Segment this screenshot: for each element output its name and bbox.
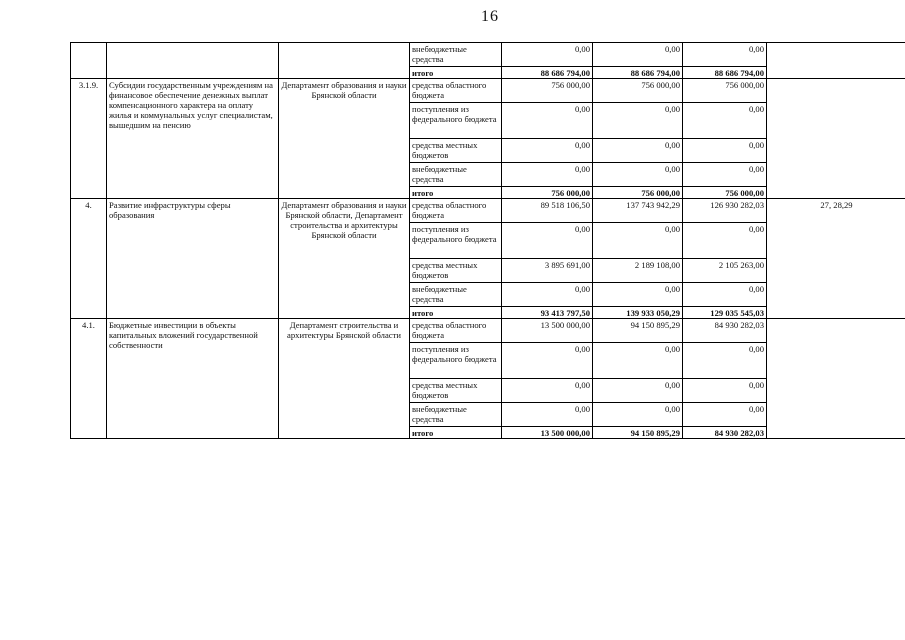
amount-year-2: 139 933 050,29 xyxy=(593,307,683,319)
item-number xyxy=(71,43,107,79)
amount-year-1: 0,00 xyxy=(502,223,593,259)
target-indicators xyxy=(767,43,905,79)
amount-year-3: 756 000,00 xyxy=(683,187,767,199)
amount-year-3: 0,00 xyxy=(683,163,767,187)
amount-year-2: 0,00 xyxy=(593,403,683,427)
funding-source: поступления из федерального бюджета xyxy=(410,103,502,139)
amount-year-3: 84 930 282,03 xyxy=(683,319,767,343)
amount-year-1: 0,00 xyxy=(502,283,593,307)
amount-year-2: 756 000,00 xyxy=(593,79,683,103)
amount-year-2: 0,00 xyxy=(593,103,683,139)
item-name: Бюджетные инвестиции в объекты капитальных вложений государственной собственности xyxy=(107,319,279,439)
amount-year-1: 0,00 xyxy=(502,379,593,403)
funding-source: средства областного бюджета xyxy=(410,199,502,223)
table-row xyxy=(71,43,905,67)
target-indicators xyxy=(767,319,905,439)
amount-year-2: 756 000,00 xyxy=(593,187,683,199)
funding-source: средства местных бюджетов xyxy=(410,259,502,283)
amount-year-2: 0,00 xyxy=(593,343,683,379)
item-number: 4. xyxy=(71,199,107,319)
amount-year-3: 0,00 xyxy=(683,283,767,307)
funding-source: поступления из федерального бюджета xyxy=(410,343,502,379)
funding-source: поступления из федерального бюджета xyxy=(410,223,502,259)
funding-source: средства областного бюджета xyxy=(410,79,502,103)
table-row xyxy=(71,319,905,343)
amount-year-2: 0,00 xyxy=(593,163,683,187)
amount-year-1: 0,00 xyxy=(502,343,593,379)
funding-source: средства местных бюджетов xyxy=(410,379,502,403)
amount-year-3: 756 000,00 xyxy=(683,79,767,103)
amount-year-2: 0,00 xyxy=(593,139,683,163)
item-executor: Департамент образования и науки Брянской области xyxy=(279,79,410,199)
item-executor: Департамент образования и науки Брянской области, Департамент строительства и архитектуры Брянской области xyxy=(279,199,410,319)
funding-source: внебюджетные средства xyxy=(410,403,502,427)
amount-year-2: 2 189 108,00 xyxy=(593,259,683,283)
amount-year-2: 0,00 xyxy=(593,43,683,67)
target-indicators: 27, 28,29 xyxy=(767,199,905,319)
amount-year-3: 2 105 263,00 xyxy=(683,259,767,283)
amount-year-2: 94 150 895,29 xyxy=(593,319,683,343)
amount-year-2: 94 150 895,29 xyxy=(593,427,683,439)
item-name xyxy=(107,43,279,79)
budget-table xyxy=(70,42,905,439)
amount-year-1: 0,00 xyxy=(502,403,593,427)
item-executor xyxy=(279,43,410,79)
amount-year-1: 13 500 000,00 xyxy=(502,427,593,439)
amount-year-1: 93 413 797,50 xyxy=(502,307,593,319)
amount-year-3: 84 930 282,03 xyxy=(683,427,767,439)
amount-year-3: 0,00 xyxy=(683,379,767,403)
amount-year-3: 0,00 xyxy=(683,403,767,427)
amount-year-3: 129 035 545,03 xyxy=(683,307,767,319)
item-name: Развитие инфраструктуры сферы образования xyxy=(107,199,279,319)
amount-year-2: 88 686 794,00 xyxy=(593,67,683,79)
funding-source: средства областного бюджета xyxy=(410,319,502,343)
amount-year-2: 0,00 xyxy=(593,223,683,259)
page-number: 16 xyxy=(481,8,499,25)
amount-year-3: 0,00 xyxy=(683,139,767,163)
table-row xyxy=(71,79,905,103)
amount-year-2: 0,00 xyxy=(593,283,683,307)
item-number: 4.1. xyxy=(71,319,107,439)
table-row xyxy=(71,199,905,223)
item-number: 3.1.9. xyxy=(71,79,107,199)
funding-source: итого xyxy=(410,307,502,319)
funding-source: итого xyxy=(410,427,502,439)
funding-source: внебюджетные средства xyxy=(410,283,502,307)
amount-year-3: 126 930 282,03 xyxy=(683,199,767,223)
amount-year-1: 89 518 106,50 xyxy=(502,199,593,223)
item-name: Субсидии государственным учреждениям на финансовое обеспечение денежных выплат компенсационного характера на оплату жилья и коммунальных услуг специалистам, вышедшим на пенсию xyxy=(107,79,279,199)
amount-year-2: 0,00 xyxy=(593,379,683,403)
amount-year-1: 756 000,00 xyxy=(502,79,593,103)
funding-source: внебюджетные средства xyxy=(410,163,502,187)
amount-year-1: 13 500 000,00 xyxy=(502,319,593,343)
amount-year-2: 137 743 942,29 xyxy=(593,199,683,223)
funding-source: внебюджетные средства xyxy=(410,43,502,67)
funding-source: итого xyxy=(410,187,502,199)
table-body xyxy=(71,43,905,439)
amount-year-1: 0,00 xyxy=(502,43,593,67)
item-executor: Департамент строительства и архитектуры Брянской области xyxy=(279,319,410,439)
amount-year-1: 0,00 xyxy=(502,163,593,187)
amount-year-3: 0,00 xyxy=(683,103,767,139)
amount-year-3: 0,00 xyxy=(683,43,767,67)
amount-year-1: 0,00 xyxy=(502,139,593,163)
target-indicators xyxy=(767,79,905,199)
amount-year-1: 3 895 691,00 xyxy=(502,259,593,283)
amount-year-1: 756 000,00 xyxy=(502,187,593,199)
amount-year-1: 0,00 xyxy=(502,103,593,139)
funding-source: средства местных бюджетов xyxy=(410,139,502,163)
amount-year-3: 0,00 xyxy=(683,343,767,379)
amount-year-1: 88 686 794,00 xyxy=(502,67,593,79)
amount-year-3: 88 686 794,00 xyxy=(683,67,767,79)
funding-source: итого xyxy=(410,67,502,79)
amount-year-3: 0,00 xyxy=(683,223,767,259)
